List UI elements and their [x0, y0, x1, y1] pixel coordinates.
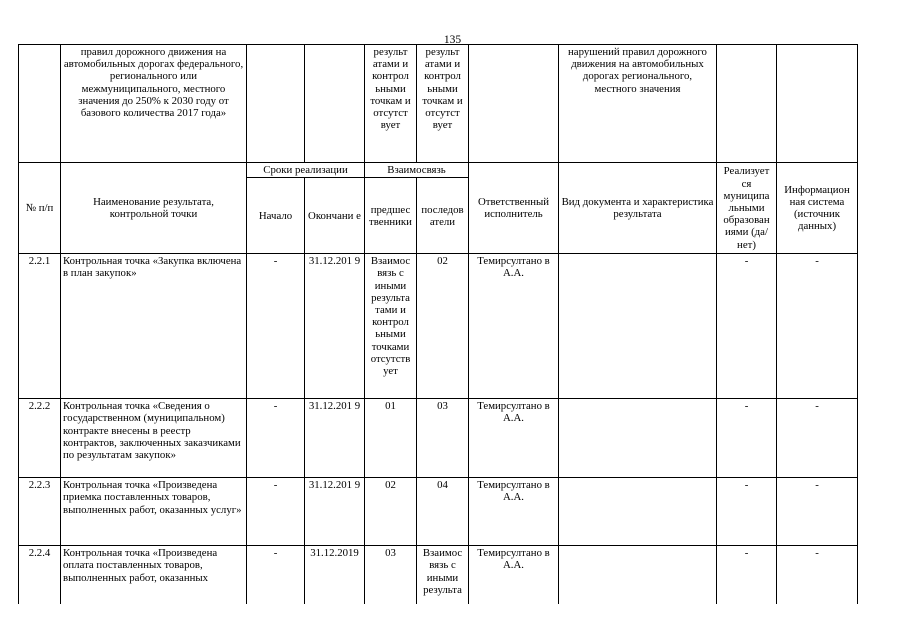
- row-name: Контрольная точка «Сведения о государственном (муниципальном) контракте внесены в реестр контрактов, заключенных заказчиками по результатам закупок»: [61, 399, 247, 478]
- table-row: [19, 254, 858, 399]
- row-mun: -: [717, 478, 777, 546]
- col-header-num: № п/п: [19, 163, 61, 254]
- col-header-start: Начало: [247, 178, 305, 254]
- row-resp: Темирсултано в А.А.: [469, 478, 559, 546]
- row-name: Контрольная точка «Закупка включена в план закупок»: [61, 254, 247, 399]
- row-pred: 03: [365, 546, 417, 604]
- row-num: 2.2.3: [19, 478, 61, 546]
- row-doc: [559, 254, 717, 399]
- col-header-link: Взаимосвязь: [365, 163, 469, 178]
- row-num: 2.2.2: [19, 399, 61, 478]
- row-name: Контрольная точка «Произведена оплата поставленных товаров, выполненных работ, оказанных: [61, 546, 247, 604]
- row-doc: [559, 399, 717, 478]
- cont-doc-cell: нарушений правил дорожного движения на автомобильных дорогах регионального, местного значения: [559, 45, 717, 163]
- cont-name-cell: правил дорожного движения на автомобильных дорогах федерального, регионального или межмуниципального, местного значения до 250% к 2030 году от базового количества 2017 года»: [61, 45, 247, 163]
- col-header-posl: последов атели: [417, 178, 469, 254]
- cont-pred-cell: результ атами и контрол ьными точкам и отсутст вует: [365, 45, 417, 163]
- row-end: 31.12.2019: [305, 546, 365, 604]
- row-posl: Взаимос вязь с иными результа: [417, 546, 469, 604]
- col-header-mun: Реализует ся муниципа льными образован иями (да/нет): [717, 163, 777, 254]
- row-info: -: [777, 399, 858, 478]
- row-posl: 03: [417, 399, 469, 478]
- col-header-terms: Сроки реализации: [247, 163, 365, 178]
- col-header-resp: Ответственный исполнитель: [469, 163, 559, 254]
- row-start: -: [247, 399, 305, 478]
- row-end: 31.12.201 9: [305, 399, 365, 478]
- row-resp: Темирсултано в А.А.: [469, 399, 559, 478]
- cont-posl-cell: результ атами и контрол ьными точкам и отсутст вует: [417, 45, 469, 163]
- table-row: [19, 399, 858, 478]
- row-pred: Взаимос вязь с иными результа тами и контрол ьными точками отсутств ует: [365, 254, 417, 399]
- row-info: -: [777, 546, 858, 604]
- header-row-1: [19, 163, 858, 178]
- table-row: [19, 478, 858, 546]
- row-posl: 04: [417, 478, 469, 546]
- row-start: -: [247, 478, 305, 546]
- row-mun: -: [717, 546, 777, 604]
- results-table: [18, 44, 858, 604]
- continuation-row: [19, 45, 858, 163]
- row-num: 2.2.1: [19, 254, 61, 399]
- row-num: 2.2.4: [19, 546, 61, 604]
- row-pred: 02: [365, 478, 417, 546]
- row-resp: Темирсултано в А.А.: [469, 254, 559, 399]
- row-pred: 01: [365, 399, 417, 478]
- row-resp: Темирсултано в А.А.: [469, 546, 559, 604]
- col-header-doc: Вид документа и характеристика результата: [559, 163, 717, 254]
- table-row: [19, 546, 858, 604]
- row-start: -: [247, 546, 305, 604]
- row-doc: [559, 478, 717, 546]
- col-header-name: Наименование результата, контрольной точки: [61, 163, 247, 254]
- col-header-info: Информацион ная система (источник данных): [777, 163, 858, 254]
- row-doc: [559, 546, 717, 604]
- row-info: -: [777, 478, 858, 546]
- row-start: -: [247, 254, 305, 399]
- row-name: Контрольная точка «Произведена приемка поставленных товаров, выполненных работ, оказанных услуг»: [61, 478, 247, 546]
- page-number: 135: [443, 34, 462, 46]
- row-end: 31.12.201 9: [305, 254, 365, 399]
- row-posl: 02: [417, 254, 469, 399]
- col-header-pred: предшес твенники: [365, 178, 417, 254]
- row-end: 31.12.201 9: [305, 478, 365, 546]
- col-header-end: Окончани е: [305, 178, 365, 254]
- row-mun: -: [717, 254, 777, 399]
- row-mun: -: [717, 399, 777, 478]
- row-info: -: [777, 254, 858, 399]
